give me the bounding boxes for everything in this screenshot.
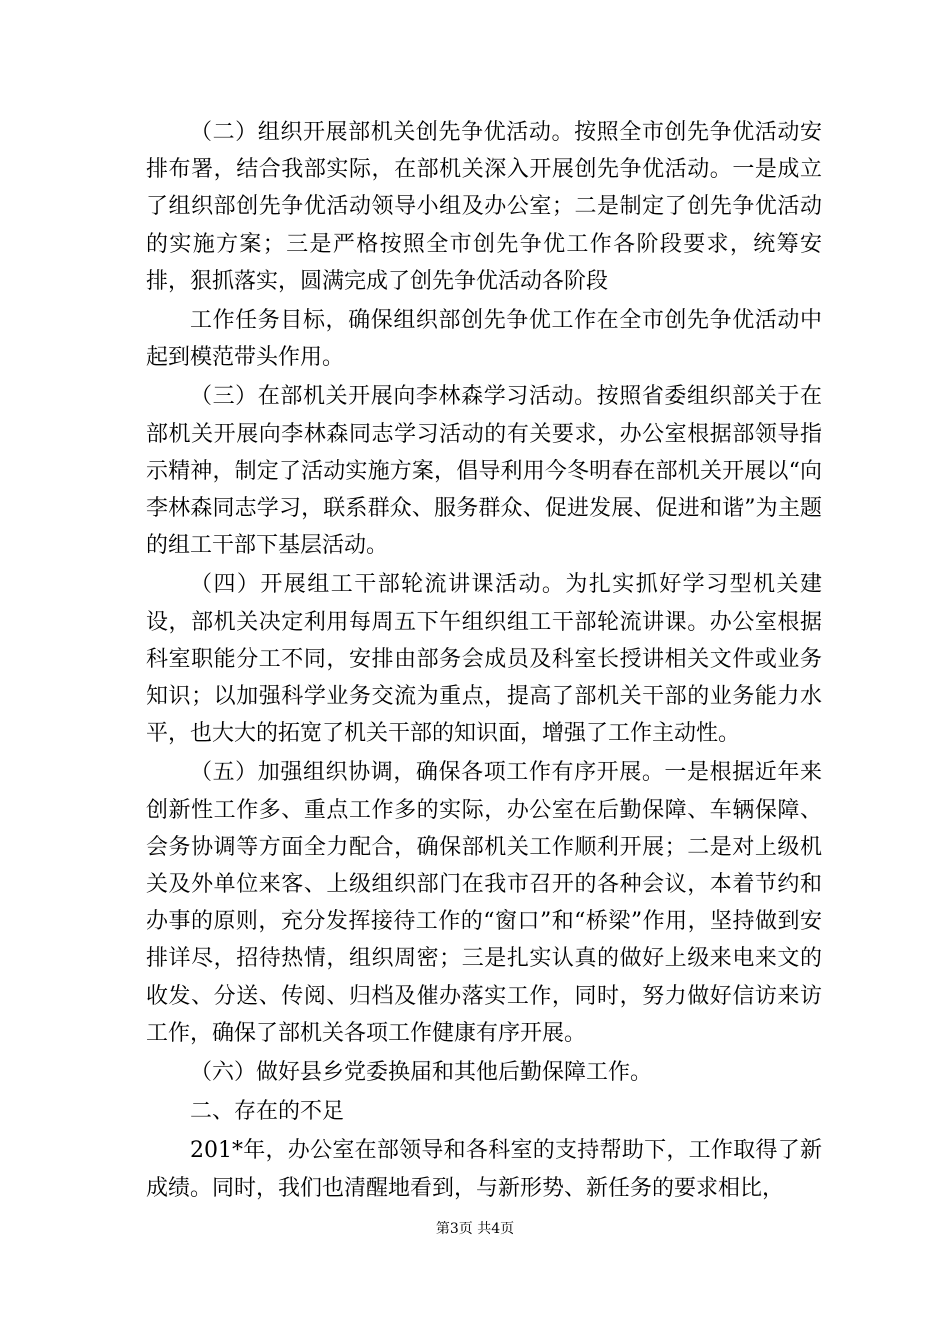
page-current: 3 [449, 1221, 459, 1237]
section-heading-shortcomings: 二、存在的不足 [190, 1099, 345, 1125]
paragraph-6: （六）做好县乡党委换届和其他后勤保障工作。 [190, 1060, 653, 1086]
paragraph-5: （五）加强组织协调，确保各项工作有序开展。一是根据近年来创新性工作多、重点工作多的实际，办公室在后勤保障、车辆保障、会务协调等方面全力配合，确保部机关工作顺利开展；二是对上级机关及外单位来客、上级组织部门在我市召开的各种会议，本着节约和办事的原则，充分发挥接待工作的“窗口”和“桥梁”作用，坚持做到安排详尽，招待热情，组织周密；三是扎实认真的做好上级来电来文的收发、分送、传阅、归档及催办落实工作，同时，努力做好信访来访工作，确保了部机关各项工作健康有序开展。 [146, 760, 822, 1046]
page-prefix: 第 [435, 1221, 450, 1237]
paragraph-3: （三）在部机关开展向李林森学习活动。按照省委组织部关于在部机关开展向李林森同志学习活动的有关要求，办公室根据部领导指示精神，制定了活动实施方案，倡导利用今冬明春在部机关开展以“向李林森同志学习，联系群众、服务群众、促进发展、促进和谐”为主题的组工干部下基层活动。 [146, 384, 822, 559]
page-suffix: 页 [500, 1221, 515, 1237]
paragraph-shortcomings-intro: 201*年，办公室在部领导和各科室的支持帮助下，工作取得了新成绩。同时，我们也清醒地看到，与新形势、新任务的要求相比， [146, 1138, 822, 1201]
page-total: 4 [491, 1221, 501, 1237]
page-mid: 页 共 [458, 1221, 492, 1237]
document-body [146, 114, 822, 1207]
paragraph-4: （四）开展组工干部轮流讲课活动。为扎实抓好学习型机关建设，部机关决定利用每周五下午组织组工干部轮流讲课。办公室根据科室职能分工不同，安排由部务会成员及科室长授讲相关文件或业务知识；以加强科学业务交流为重点，提高了部机关干部的业务能力水平，也大大的拓宽了机关干部的知识面，增强了工作主动性。 [146, 572, 822, 747]
page-footer [0, 1220, 950, 1238]
paragraph-2-continued: 工作任务目标，确保组织部创先争优工作在全市创先争优活动中起到模范带头作用。 [146, 308, 822, 371]
paragraph-2: （二）组织开展部机关创先争优活动。按照全市创先争优活动安排布署，结合我部实际，在部机关深入开展创先争优活动。一是成立了组织部创先争优活动领导小组及办公室；二是制定了创先争优活动的实施方案；三是严格按照全市创先争优工作各阶段要求，统筹安排，狠抓落实，圆满完成了创先争优活动各阶段 [146, 120, 822, 294]
